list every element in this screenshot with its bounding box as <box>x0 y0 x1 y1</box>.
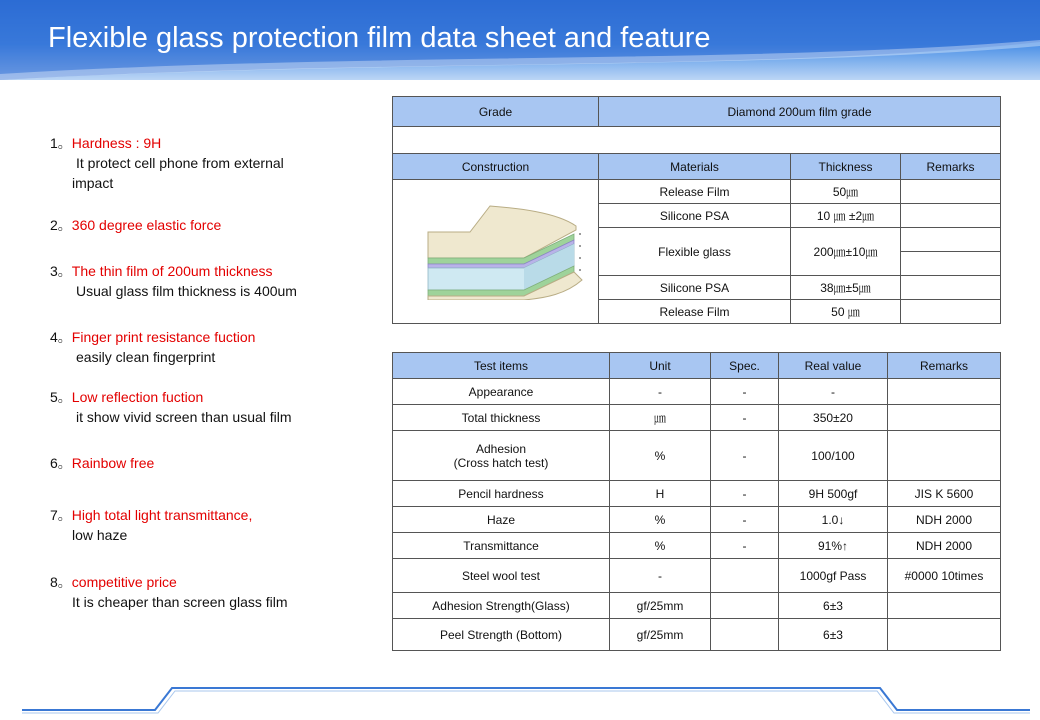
thickness-cell: 10 ㎛ ±2㎛ <box>791 204 901 228</box>
remarks-cell <box>901 228 1001 252</box>
table-row <box>393 379 1001 405</box>
unit-cell: gf/25mm <box>610 619 711 651</box>
footer-decoration <box>0 685 1040 720</box>
remarks-cell: NDH 2000 <box>888 533 1001 559</box>
col-header-remarks: Remarks <box>888 353 1001 379</box>
feature-heading: Rainbow free <box>71 455 155 471</box>
feature-number: 5。 <box>50 389 72 405</box>
feature-heading: competitive price <box>71 574 177 590</box>
unit-cell: - <box>610 379 711 405</box>
material-cell: Release Film <box>599 300 791 324</box>
material-cell: Flexible glass <box>599 228 791 276</box>
feature-number: 2。 <box>50 217 72 233</box>
layer-construction-cell <box>393 180 599 324</box>
remarks-cell <box>901 276 1001 300</box>
col-header-unit: Unit <box>610 353 711 379</box>
remarks-cell <box>901 180 1001 204</box>
feature-number: 1。 <box>50 135 72 151</box>
feature-description: low haze <box>72 527 128 543</box>
spec-cell: - <box>711 405 779 431</box>
col-header-remarks: Remarks <box>901 154 1001 180</box>
feature-heading: 360 degree elastic force <box>71 217 222 233</box>
spec-cell: - <box>711 533 779 559</box>
table-row <box>393 481 1001 507</box>
feature-heading: Low reflection fuction <box>71 389 204 405</box>
feature-description: it show vivid screen than usual film <box>76 409 292 425</box>
spec-table <box>392 96 1001 324</box>
spec-cell <box>711 559 779 593</box>
col-header-construction: Construction <box>393 154 599 180</box>
feature-item <box>50 215 370 235</box>
test-item-cell: Pencil hardness <box>393 481 610 507</box>
value-cell: 350±20 <box>779 405 888 431</box>
unit-cell: - <box>610 559 711 593</box>
value-cell: - <box>779 379 888 405</box>
spec-cell: - <box>711 507 779 533</box>
remarks-cell <box>888 379 1001 405</box>
unit-cell: % <box>610 431 711 481</box>
material-cell: Silicone PSA <box>599 204 791 228</box>
layer-stack-diagram <box>406 204 586 300</box>
feature-number: 7。 <box>50 507 72 523</box>
test-table <box>392 352 1001 651</box>
grade-label: Grade <box>393 97 599 127</box>
page-title: Flexible glass protection film data sheet and feature <box>48 22 711 54</box>
feature-item <box>50 572 370 612</box>
feature-description: impact <box>72 175 114 191</box>
table-row <box>393 559 1001 593</box>
value-cell: 100/100 <box>779 431 888 481</box>
test-item-cell: Peel Strength (Bottom) <box>393 619 610 651</box>
test-item-line: Adhesion <box>475 441 527 456</box>
spec-cell <box>711 593 779 619</box>
material-cell: Silicone PSA <box>599 276 791 300</box>
col-header-real-value: Real value <box>779 353 888 379</box>
feature-number: 8。 <box>50 574 72 590</box>
unit-cell: % <box>610 507 711 533</box>
table-row <box>393 593 1001 619</box>
feature-description: It is cheaper than screen glass film <box>72 594 288 610</box>
table-row <box>393 507 1001 533</box>
feature-number: 3。 <box>50 263 72 279</box>
spec-cell: - <box>711 379 779 405</box>
col-header-spec: Spec. <box>711 353 779 379</box>
value-cell: 6±3 <box>779 593 888 619</box>
remarks-cell <box>888 619 1001 651</box>
test-item-cell: Transmittance <box>393 533 610 559</box>
feature-number: 4。 <box>50 329 72 345</box>
remarks-cell <box>888 593 1001 619</box>
feature-description: easily clean fingerprint <box>76 349 216 365</box>
feature-description: Usual glass film thickness is 400um <box>76 283 297 299</box>
feature-heading: The thin film of 200um thickness <box>71 263 273 279</box>
thickness-cell: 50㎛ <box>791 180 901 204</box>
test-item-cell: Adhesion Strength(Glass) <box>393 593 610 619</box>
feature-description: It protect cell phone from external <box>76 155 284 171</box>
remarks-cell <box>888 431 1001 481</box>
grade-value: Diamond 200um film grade <box>599 97 1001 127</box>
remarks-cell <box>888 405 1001 431</box>
table-row <box>393 619 1001 651</box>
thickness-cell: 38㎛±5㎛ <box>791 276 901 300</box>
feature-item <box>50 261 370 301</box>
test-item-cell: Steel wool test <box>393 559 610 593</box>
unit-cell: gf/25mm <box>610 593 711 619</box>
unit-cell: H <box>610 481 711 507</box>
value-cell: 6±3 <box>779 619 888 651</box>
feature-item <box>50 133 370 193</box>
test-item-cell: Haze <box>393 507 610 533</box>
feature-item <box>50 387 370 427</box>
col-header-materials: Materials <box>599 154 791 180</box>
test-item-cell: Total thickness <box>393 405 610 431</box>
spec-cell <box>711 619 779 651</box>
remarks-cell <box>901 252 1001 276</box>
value-cell: 91%↑ <box>779 533 888 559</box>
feature-heading: Hardness : 9H <box>71 135 162 151</box>
feature-item <box>50 505 370 545</box>
table-row <box>393 405 1001 431</box>
test-item-cell: Appearance <box>393 379 610 405</box>
feature-number: 6。 <box>50 455 72 471</box>
remarks-cell: NDH 2000 <box>888 507 1001 533</box>
spec-cell: - <box>711 481 779 507</box>
feature-heading: High total light transmittance, <box>71 507 253 523</box>
feature-item <box>50 327 370 367</box>
value-cell: 9H 500gf <box>779 481 888 507</box>
test-item-line: (Cross hatch test) <box>453 455 549 470</box>
value-cell: 1000gf Pass <box>779 559 888 593</box>
value-cell: 1.0↓ <box>779 507 888 533</box>
col-header-test-items: Test items <box>393 353 610 379</box>
remarks-cell: #0000 10times <box>888 559 1001 593</box>
spec-cell: - <box>711 431 779 481</box>
feature-heading: Finger print resistance fuction <box>71 329 256 345</box>
remarks-cell <box>901 204 1001 228</box>
material-cell: Release Film <box>599 180 791 204</box>
col-header-thickness: Thickness <box>791 154 901 180</box>
unit-cell: % <box>610 533 711 559</box>
test-item-cell <box>393 431 610 481</box>
feature-item <box>50 453 370 473</box>
unit-cell: ㎛ <box>610 405 711 431</box>
thickness-cell: 50 ㎛ <box>791 300 901 324</box>
remarks-cell: JIS K 5600 <box>888 481 1001 507</box>
table-row <box>393 533 1001 559</box>
table-row <box>393 431 1001 481</box>
thickness-cell: 200㎛±10㎛ <box>791 228 901 276</box>
spacer-row <box>393 127 1001 154</box>
remarks-cell <box>901 300 1001 324</box>
